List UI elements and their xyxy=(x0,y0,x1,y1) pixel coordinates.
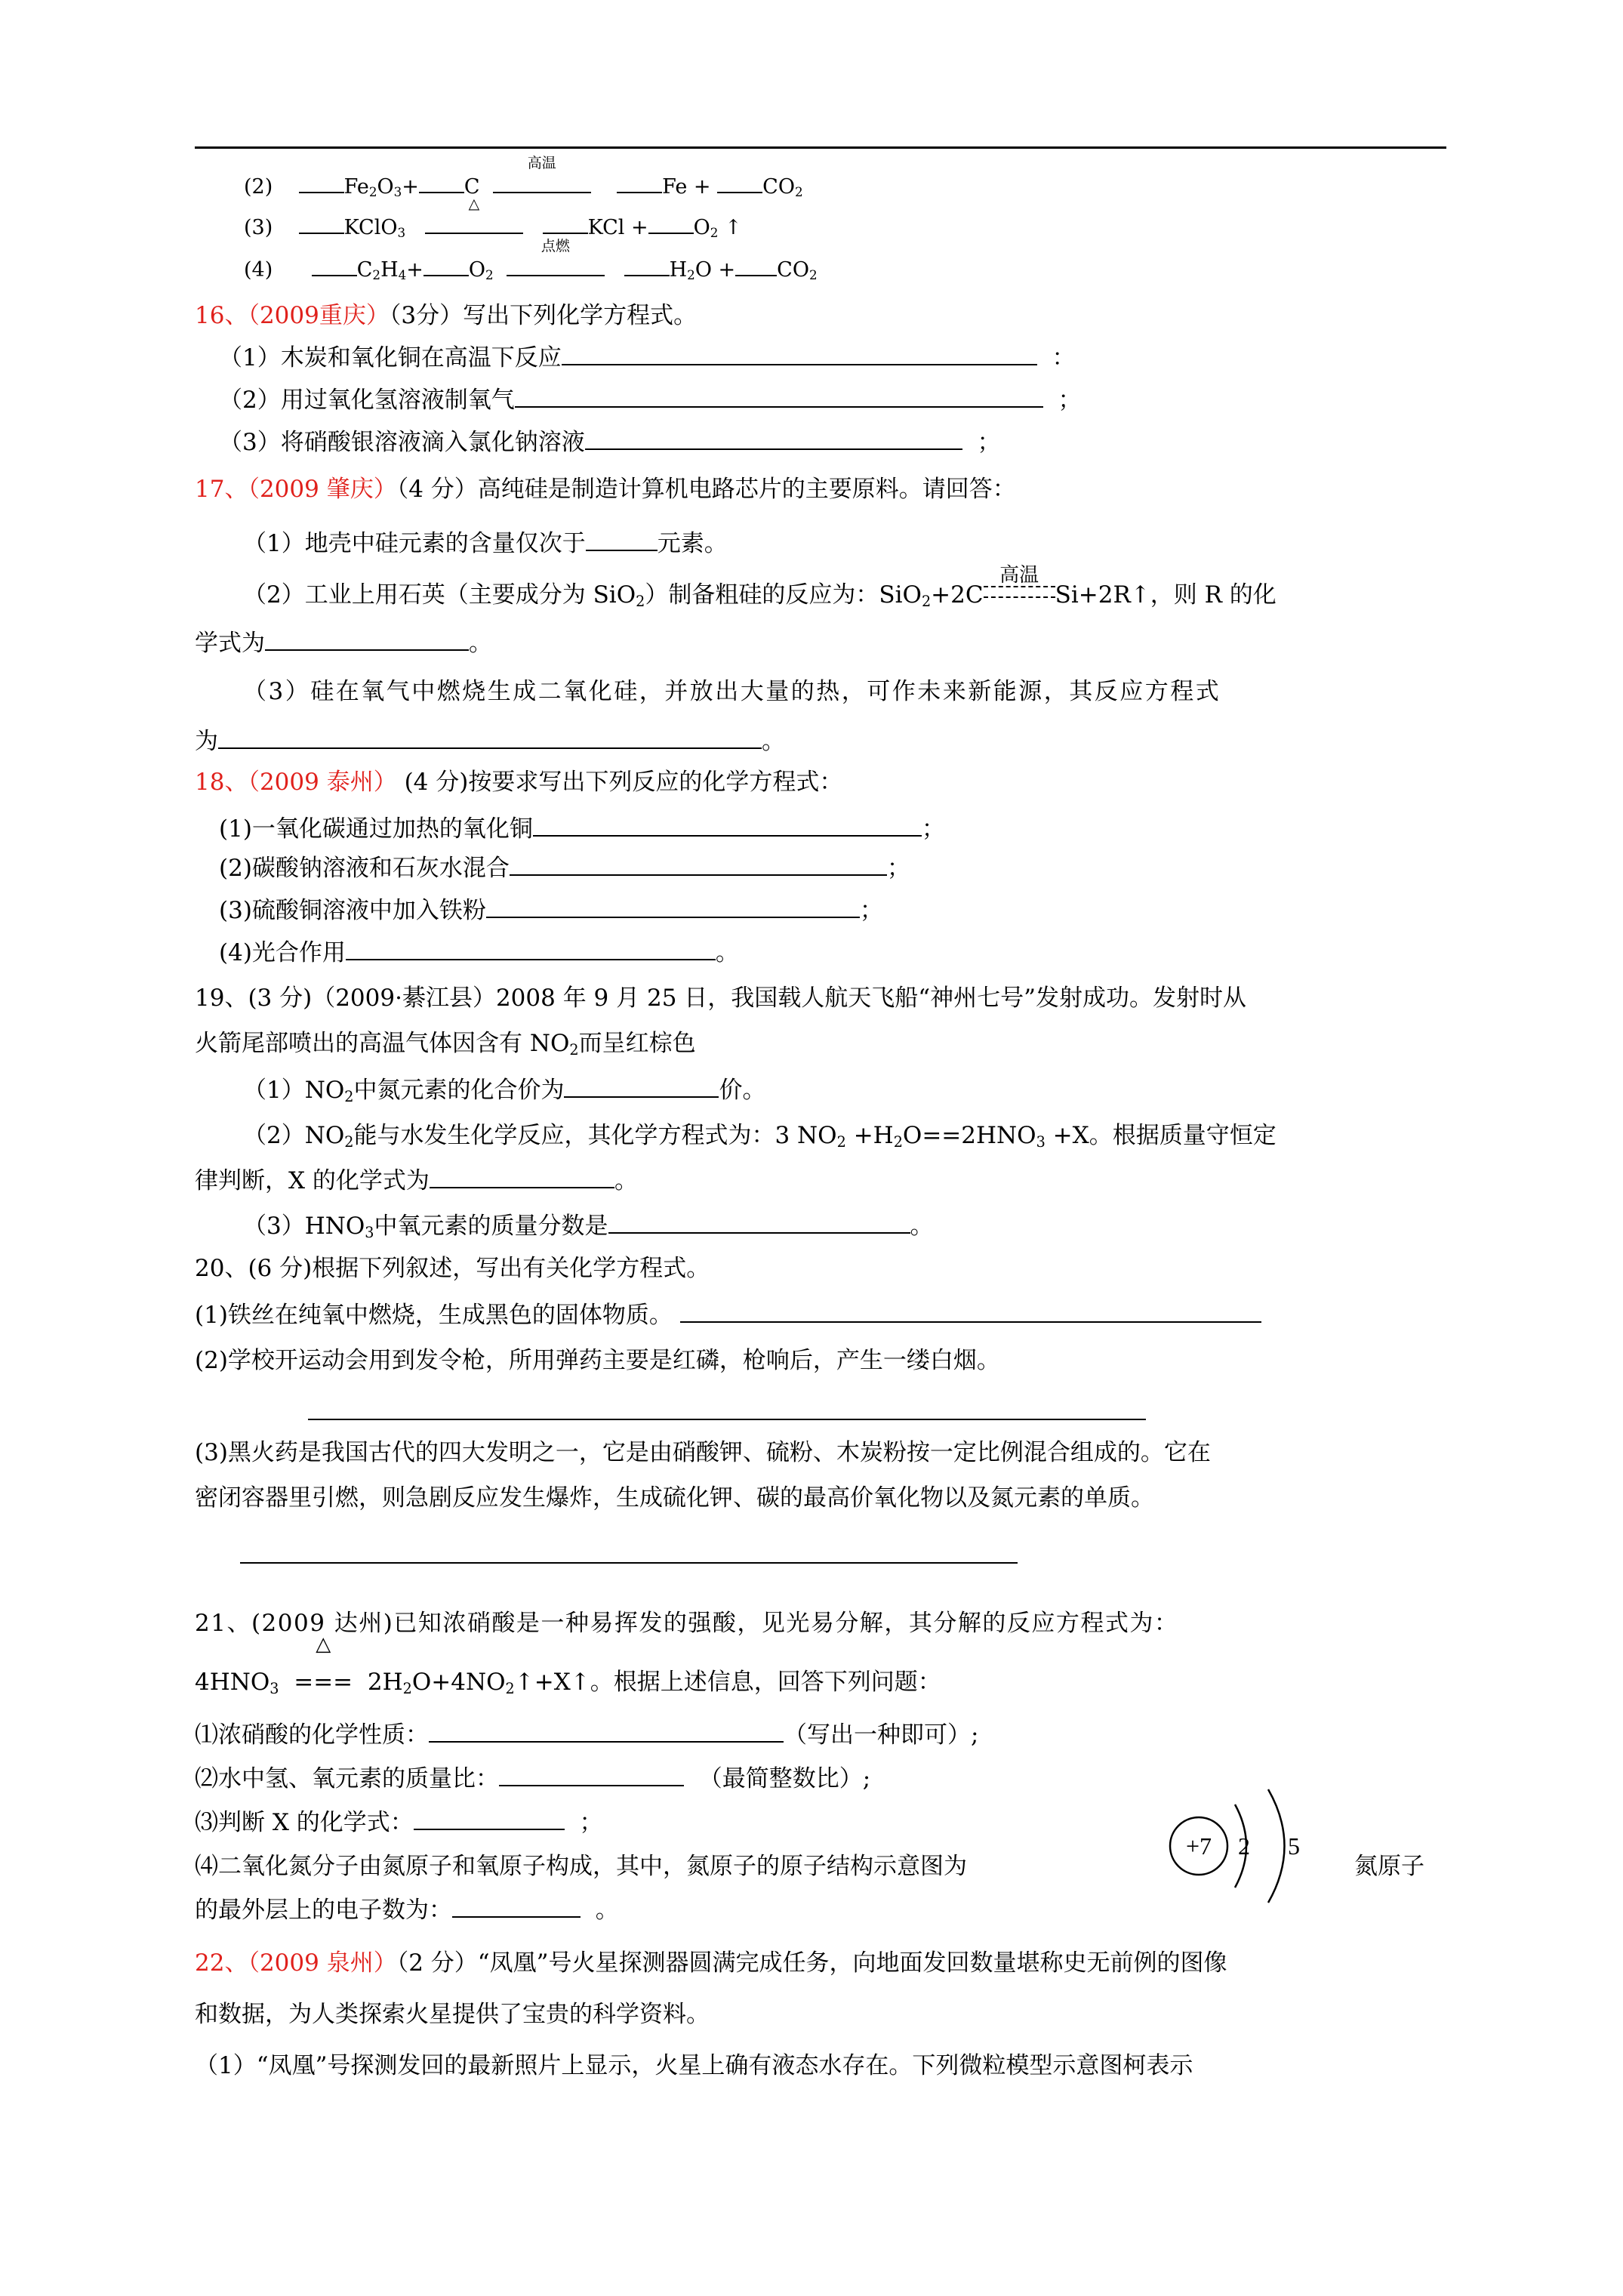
q16-item-2: （2）用过氧化氢溶液制氧气 ； xyxy=(219,387,1082,414)
q20-item-3: (3)黑火药是我国古代的四大发明之一，它是由硝酸钾、硫粉、木炭粉按一定比例混合组成的。它在 xyxy=(195,1439,1211,1466)
condition-high-temp: 高温 xyxy=(984,586,1055,598)
q21-item-1: ⑴浓硝酸的化学性质： （写出一种即可）; xyxy=(195,1721,979,1749)
q18-item-1: (1)一氧化碳通过加热的氧化铜 ； xyxy=(219,815,945,843)
condition-high-temp: 高温 xyxy=(493,172,591,202)
q18-item-2: (2)碳酸钠溶液和石灰水混合 ； xyxy=(219,855,910,882)
equation-2: (2) $Fe_2O_3+ C$ 高温 $Fe + CO_2$ xyxy=(244,172,803,202)
shell-1-electrons: 2 xyxy=(1238,1832,1250,1860)
q19-line-2: 火箭尾部喷出的高温气体因含有 $NO_2$而呈红棕色 xyxy=(195,1030,696,1059)
nitrogen-atom-diagram xyxy=(1169,1778,1320,1914)
condition-ignite: 点燃 xyxy=(507,255,605,285)
q20-item-2: (2)学校开运动会用到发令枪，所用弹药主要是红磷，枪响后，产生一缕白烟。 xyxy=(195,1347,1000,1374)
q21-item-4: ⑷二氧化氮分子由氮原子和氧原子构成，其中，氮原子的原子结构示意图为 xyxy=(195,1853,967,1880)
q18-title: 18、（2009 泰州） (4 分)按要求写出下列反应的化学方程式： xyxy=(195,769,843,796)
q19-part-2: $(2)NO_2$能与水发生化学反应，其化学方程式为：3 $NO_2 +H_2O==2HNO_3 +X$。根据质量守恒定 xyxy=(243,1122,1277,1151)
q21-line-1: 21、(2009 达州)已知浓硝酸是一种易挥发的强酸，见光易分解，其分解的反应方程式为： xyxy=(195,1610,1179,1637)
q17-part-3-cont: 为 。 xyxy=(195,728,785,755)
q20-item-1: (1)铁丝在纯氧中燃烧，生成黑色的固体物质。 xyxy=(195,1300,1261,1330)
q17-title: 17、（2009 肇庆）（4 分）高纯硅是制造计算机电路芯片的主要原料。请回答： xyxy=(195,476,1016,503)
q20-answer-line-3 xyxy=(240,1561,1018,1564)
q19-part-1: $(1)NO_2$中氮元素的化合价为 价。 xyxy=(243,1077,766,1105)
q19-part-2-cont: 律判断，X 的化学式为 。 xyxy=(195,1167,638,1194)
condition-heat: △ === xyxy=(294,1633,353,1696)
q17-part-1: （1）地壳中硅元素的含量仅次于 元素。 xyxy=(243,530,728,557)
nucleus-charge: +7 xyxy=(1185,1832,1212,1860)
q19-line-1: 19、(3 分)（2009·綦江县）2008 年 9 月 25 日，我国载人航天飞船“神州七号”发射成功。发射时从 xyxy=(195,985,1246,1012)
q20-answer-line-2 xyxy=(308,1418,1146,1420)
q21-item-3: ⑶判断 X 的化学式： ； xyxy=(195,1809,603,1836)
q21-item-4-tail: 氮原子 xyxy=(1354,1853,1424,1880)
q19-part-3: $(3)HNO_3$中氧元素的质量分数是 。 xyxy=(243,1213,934,1241)
q22-title: 22、（2009 泉州）（2 分）“凤凰”号火星探测器圆满完成任务，向地面发回数量堪称史无前例的图像 xyxy=(195,1949,1227,1977)
q16-item-3: （3）将硝酸银溶液滴入氯化钠溶液 ； xyxy=(219,429,1001,456)
header-rule xyxy=(195,146,1446,149)
equation-3: (3) KClO$_3$ △ KCl + $O_2$ ↑ xyxy=(244,213,742,243)
shell-arc-2 xyxy=(1268,1789,1285,1903)
q21-item-2: ⑵水中氢、氧元素的质量比： （最简整数比）; xyxy=(195,1765,871,1792)
q20-item-3-cont: 密闭容器里引燃，则急剧反应发生爆炸，生成硫化钾、碳的最高价氧化物以及氮元素的单质。 xyxy=(195,1484,1154,1512)
q22-line-2: 和数据，为人类探索火星提供了宝贵的科学资料。 xyxy=(195,2001,710,2028)
shell-2-electrons: 5 xyxy=(1288,1832,1300,1860)
q17-part-3: （3）硅在氧气中燃烧生成二氧化硅，并放出大量的热，可作未来新能源，其反应方程式 xyxy=(243,678,1221,705)
q16-title: 16、（2009重庆）（3分）写出下列化学方程式。 xyxy=(195,302,698,329)
q20-title: 20、(6 分)根据下列叙述，写出有关化学方程式。 xyxy=(195,1255,710,1282)
q17-part-2: （2）工业上用石英（主要成分为 SiO$_2$）制备粗硅的反应为：SiO$_2$+2C 高温 Si+2R↑，则 R 的化 xyxy=(243,564,1277,610)
q21-item-5: 的最外层上的电子数为： 。 xyxy=(195,1897,619,1924)
q18-item-3: (3)硫酸铜溶液中加入铁粉 ； xyxy=(219,897,883,924)
q16-item-1: （1）木炭和氧化铜在高温下反应 ： xyxy=(219,344,1076,371)
q22-line-3: （1）“凤凰”号探测发回的最新照片上显示，火星上确有液态水存在。下列微粒模型示意图柯表示 xyxy=(195,2052,1193,2079)
equation-4: (4) $C_2H_4+ O_2$ 点燃 $H_2O + CO_2$ xyxy=(244,255,818,285)
q17-part-2-cont: 学式为 。 xyxy=(195,630,492,657)
condition-heat: △ xyxy=(425,213,523,243)
q18-item-4: (4)光合作用 。 xyxy=(219,939,739,966)
q21-equation: $4HNO_3$ △ === $2H_2O+4NO_2↑+X↑$。根据上述信息，回答下列问题： xyxy=(195,1633,941,1697)
